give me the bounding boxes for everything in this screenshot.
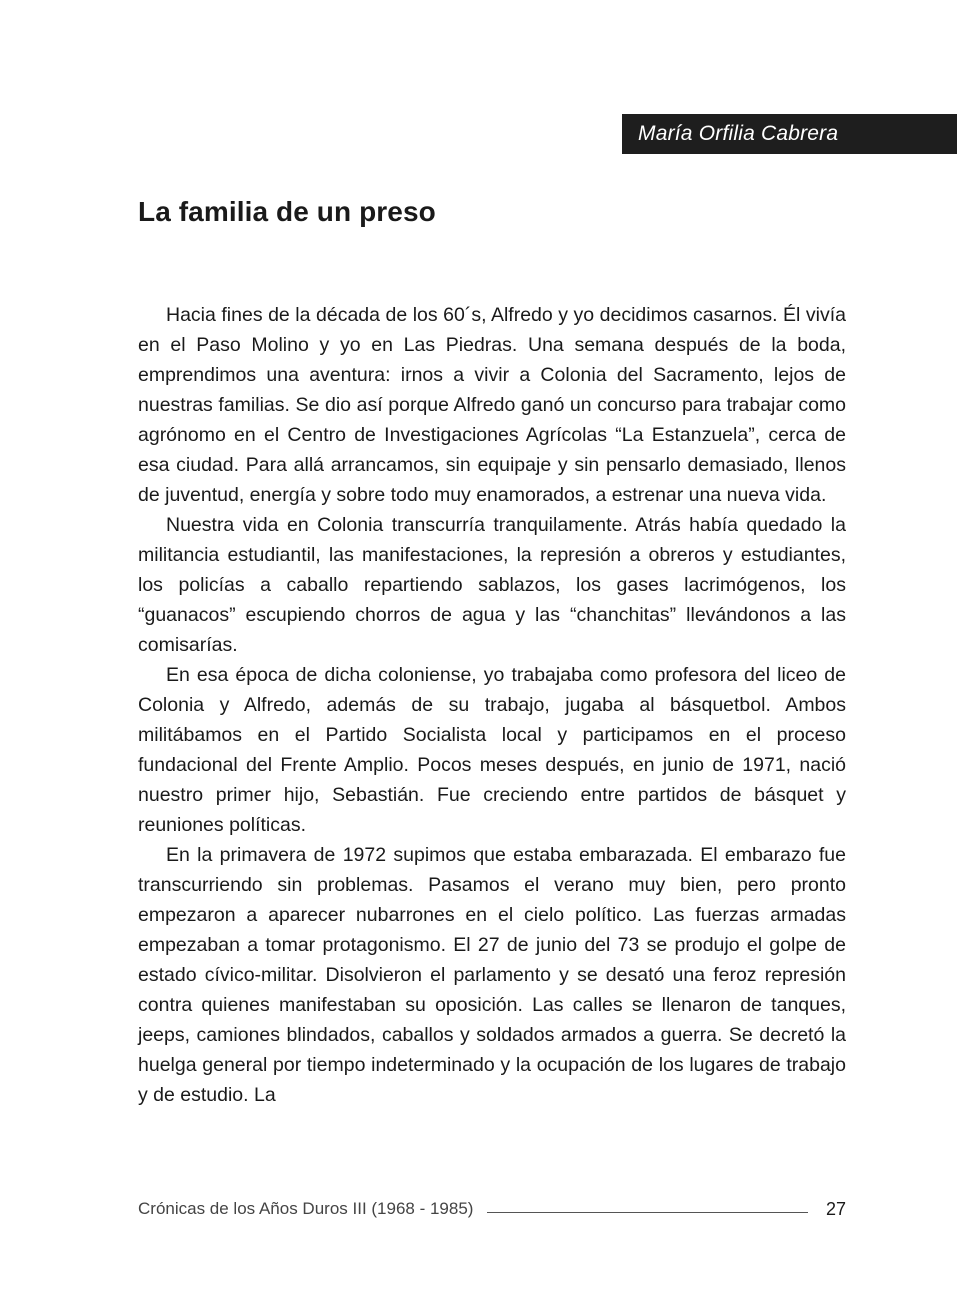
chapter-title: La familia de un preso [138,196,436,227]
paragraph: En esa época de dicha coloniense, yo trabajaba como profesora del liceo de Colonia y Alfredo, además de su trabajo, jugaba al básquetbol. Ambos militábamos en el Partido Socialista local y participamos en el proceso fundacional del Frente Amplio. Pocos meses después, en junio de 1971, nació nuestro primer hijo, Sebastián. Fue creciendo entre partidos de básquet y reuniones políticas. [138,664,846,836]
paragraph: Nuestra vida en Colonia transcurría tranquilamente. Atrás había quedado la militancia estudiantil, las manifestaciones, la represión a obreros y estudiantes, los policías a caballo repartiendo sablazos, los gases lacrimógenos, los “guanacos” escupiendo chorros de agua y las “chanchitas” llevándonos a las comisarías. [138,514,846,656]
author-name: María Orfilia Cabrera [638,122,839,145]
footer-divider [487,1212,808,1213]
page-number: 27 [825,1198,846,1219]
paragraph: Hacia fines de la década de los 60´s, Alfredo y yo decidimos casarnos. Él vivía en el Paso Molino y yo en Las Piedras. Una semana después de la boda, emprendimos una aventura: irnos a vivir a Colonia del Sacramento, lejos de nuestras familias. Se dio así porque Alfredo ganó un concurso para trabajar como agrónomo en el Centro de Investigaciones Agrícolas “La Estanzuela”, cerca de esa ciudad. Para allá arrancamos, sin equipaje y sin pensarlo demasiado, llenos de juventud, energía y sobre todo muy enamorados, a estrenar una nueva vida. [138,304,846,506]
book-title: Crónicas de los Años Duros III (1968 - 1985) [138,1199,474,1218]
paragraph: En la primavera de 1972 supimos que estaba embarazada. El embarazo fue transcurriendo sin problemas. Pasamos el verano muy bien, pero pronto empezaron a aparecer nubarrones en el cielo político. Las fuerzas armadas empezaban a tomar protagonismo. El 27 de junio del 73 se produjo el golpe de estado cívico-militar. Disolvieron el parlamento y se desató una feroz represión contra quienes manifestaban su oposición. Las calles se llenaron de tanques, jeeps, camiones blindados, caballos y soldados armados a guerra. Se decretó la huelga general por tiempo indeterminado y la ocupación de los lugares de trabajo y de estudio. La [138,844,846,1106]
page-footer [138,1194,846,1224]
author-banner [622,114,957,154]
body-text [138,300,846,1110]
